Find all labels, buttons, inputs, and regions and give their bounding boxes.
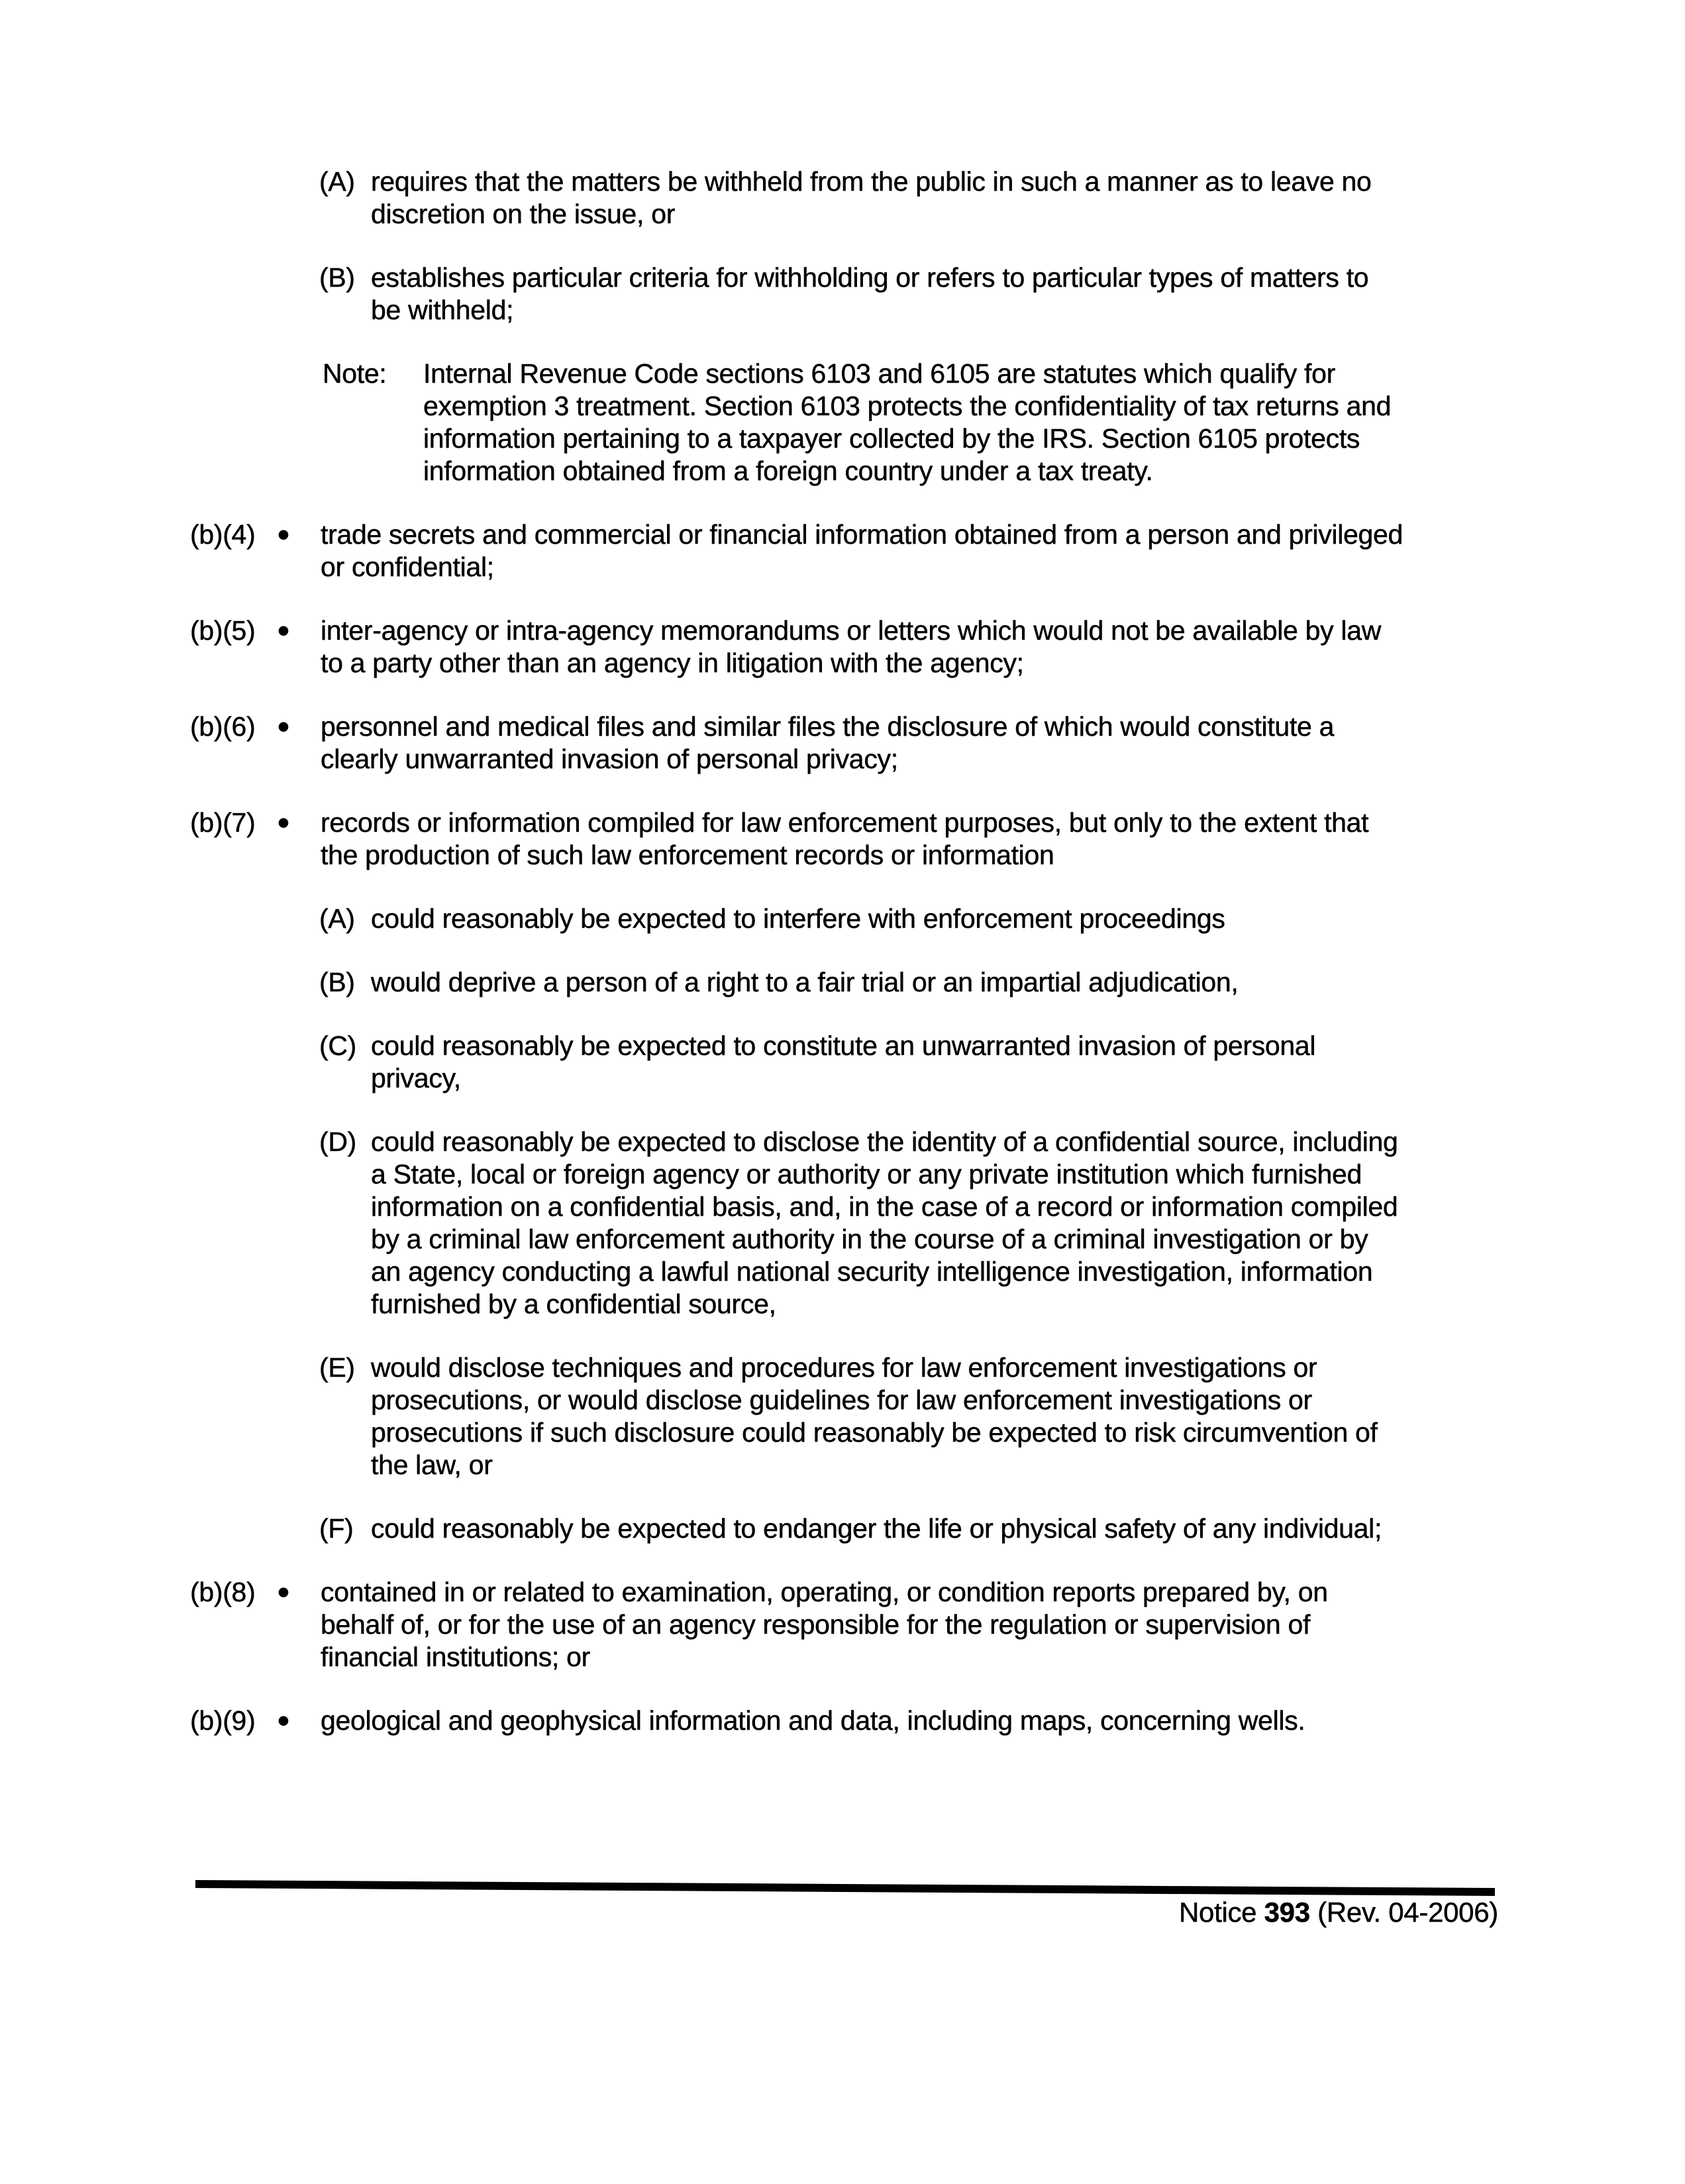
note-text: Internal Revenue Code sections 6103 and 6105 are statutes which qualify for exemption 3 treatment. Section 6103 protects the confidentiality of tax returns and information pertaining to a taxpayer collected by the IRS. Section 6105 protects information obtained from a foreign country under a tax treaty. (423, 358, 1392, 486)
notice-revision-line (1179, 1896, 1498, 1929)
list-item-text: would deprive a person of a right to a fair trial or an impartial adjudication, (371, 967, 1239, 997)
list-item-text: could reasonably be expected to endanger the life or physical safety of any individual; (371, 1513, 1382, 1544)
list-item-text: geological and geophysical information and data, including maps, concerning wells. (321, 1705, 1305, 1736)
list-item-text: could reasonably be expected to disclose the identity of a confidential source, including a State, local or foreign agency or authority or any private institution which furnished information on a confidential basis, and, in the case of a record or information compiled by a criminal law enforcement authority in the course of a criminal investigation or by an agency conducting a lawful national security intelligence investigation, information furnished by a confidential source, (371, 1126, 1398, 1319)
list-item (190, 262, 1449, 326)
notice-prefix: Notice (1178, 1897, 1264, 1928)
bullet-icon: ● (277, 521, 290, 546)
list-item (190, 1513, 1449, 1545)
list-item (190, 807, 1449, 871)
notice-revision: (Rev. 04-2006) (1309, 1897, 1498, 1928)
list-item-text: would disclose techniques and procedures for law enforcement investigations or prosecutions, or would disclose guidelines for law enforcement investigations or prosecutions if such disclosure could reasonably be expected to risk circumvention of the law, or (371, 1352, 1378, 1480)
footer-divider (195, 1880, 1495, 1896)
list-item-label: (C) (319, 1030, 357, 1061)
list-item (190, 966, 1449, 999)
list-item-text: records or information compiled for law enforcement purposes, but only to the extent that the production of such law enforcement records or information (321, 807, 1369, 870)
list-item-label: (B) (319, 967, 355, 997)
list-item (190, 1576, 1449, 1673)
list-item-text: establishes particular criteria for withholding or refers to particular types of matters to be withheld; (371, 262, 1369, 325)
list-item-label: (F) (319, 1513, 354, 1544)
list-item-label: (b)(7) (190, 807, 256, 838)
note-block (190, 358, 1449, 487)
list-item (190, 166, 1449, 230)
list-item (190, 1030, 1449, 1095)
list-item-label: (b)(4) (190, 519, 256, 550)
list-item (190, 1352, 1449, 1481)
list-item-text: contained in or related to examination, operating, or condition reports prepared by, on behalf of, or for the use of an agency responsible for the regulation or supervision of financial institutions; or (321, 1577, 1328, 1672)
list-item (190, 903, 1449, 935)
list-item-label: (B) (319, 262, 355, 293)
list-item-label: (A) (319, 166, 355, 197)
list-item-label: (b)(5) (190, 615, 256, 646)
list-item-text: could reasonably be expected to interfere with enforcement proceedings (371, 903, 1225, 934)
list-item (190, 615, 1449, 679)
list-item (190, 711, 1449, 775)
list-item (190, 1705, 1449, 1737)
list-item-label: (b)(8) (190, 1577, 256, 1607)
bullet-icon: ● (277, 713, 290, 738)
list-item-label: (D) (319, 1126, 357, 1157)
bullet-icon: ● (277, 617, 290, 642)
list-item-text: trade secrets and commercial or financial information obtained from a person and privileged or confidential; (321, 519, 1404, 582)
list-item (190, 1126, 1449, 1320)
list-item-label: (A) (319, 903, 355, 934)
list-item-text: could reasonably be expected to constitute an unwarranted invasion of personal privacy, (371, 1030, 1316, 1093)
bullet-icon: ● (277, 1579, 290, 1603)
list-item (190, 519, 1449, 583)
list-item-text: personnel and medical files and similar files the disclosure of which would constitute a clearly unwarranted invasion of personal privacy; (321, 711, 1335, 774)
bullet-icon: ● (277, 1707, 290, 1732)
list-item-text: inter-agency or intra-agency memorandums or letters which would not be available by law to a party other than an agency in litigation with the agency; (321, 615, 1382, 678)
note-label: Note: (323, 358, 387, 389)
list-item-label: (b)(9) (190, 1705, 256, 1736)
bullet-icon: ● (277, 809, 290, 834)
list-item-label: (b)(6) (190, 711, 256, 742)
document-body (190, 166, 1449, 1768)
list-item-text: requires that the matters be withheld from the public in such a manner as to leave no discretion on the issue, or (371, 166, 1372, 229)
notice-number: 393 (1264, 1897, 1310, 1928)
list-item-label: (E) (319, 1352, 355, 1383)
